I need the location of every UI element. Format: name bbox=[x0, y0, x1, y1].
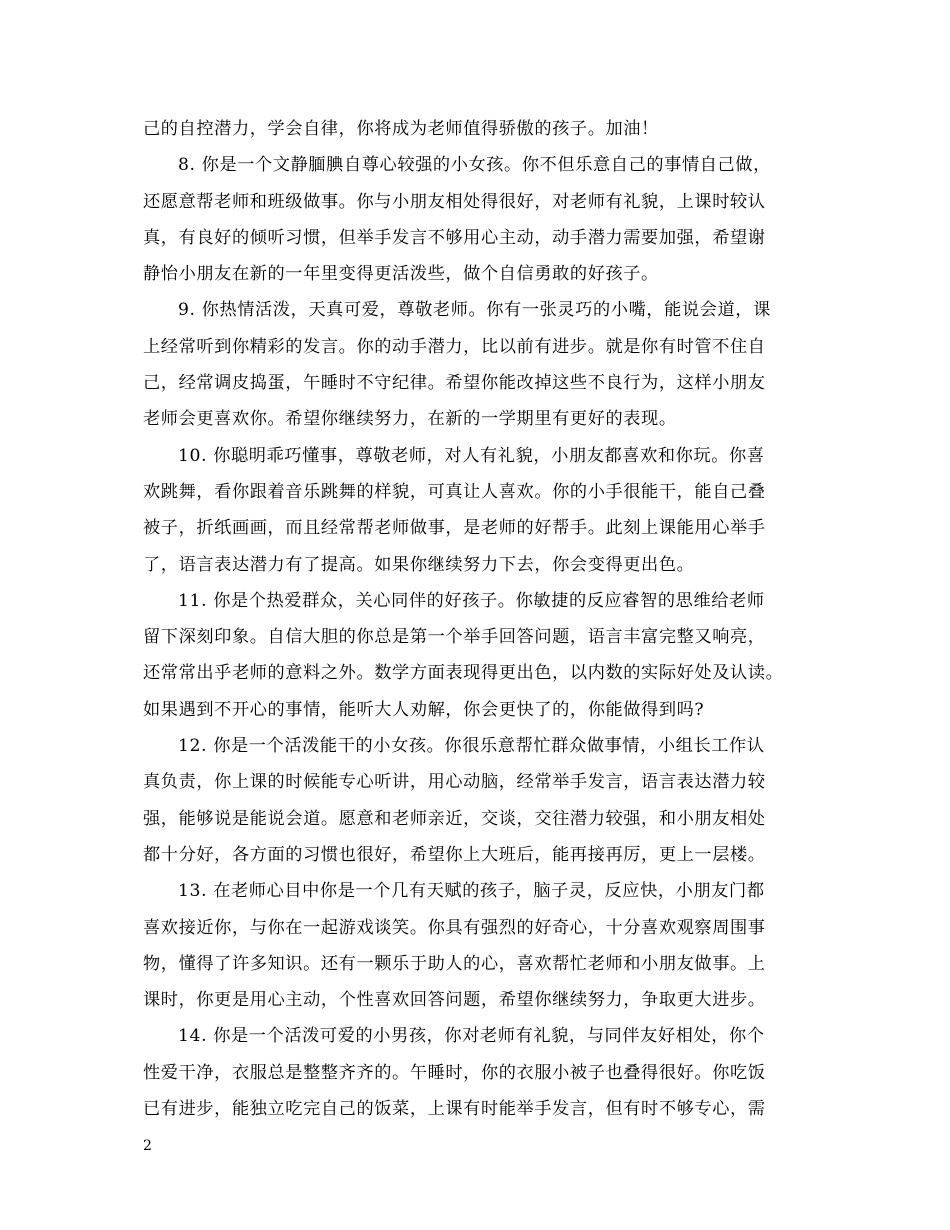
text-line: 还常常出乎老师的意料之外。数学方面表现得更出色，以内数的实际好处及认读。 bbox=[143, 663, 784, 684]
text-line: 还愿意帮老师和班级做事。你与小朋友相处得很好，对老师有礼貌，上课时较认 bbox=[143, 191, 766, 212]
text-line: 12. 你是一个活泼能干的小女孩。你很乐意帮忙群众做事情，小组长工作认 bbox=[178, 736, 765, 757]
text-line: 课时，你更是用心主动，个性喜欢回答问题，希望你继续努力，争取更大进步。 bbox=[143, 990, 766, 1011]
text-line: 性爱干净，衣服总是整整齐齐的。午睡时，你的衣服小被子也叠得很好。你吃饭 bbox=[143, 1062, 766, 1083]
text-line: 了，语言表达潜力有了提高。如果你继续努力下去，你会变得更出色。 bbox=[143, 554, 695, 575]
paragraph-item-8 bbox=[143, 147, 813, 292]
text-line: 真，有良好的倾听习惯，但举手发言不够用心主动，动手潜力需要加强，希望谢 bbox=[143, 227, 766, 248]
text-line: 物，懂得了许多知识。还有一颗乐于助人的心，喜欢帮忙老师和小朋友做事。上 bbox=[143, 953, 766, 974]
text-line: 喜欢接近你，与你在一起游戏谈笑。你具有强烈的好奇心，十分喜欢观察周围事 bbox=[143, 917, 766, 938]
paragraph-item-14 bbox=[143, 1018, 813, 1127]
text-line: 己，经常调皮捣蛋，午睡时不守纪律。希望你能改掉这些不良行为，这样小朋友 bbox=[143, 373, 766, 394]
paragraph-item-13 bbox=[143, 873, 813, 1018]
text-line: 8. 你是一个文静腼腆自尊心较强的小女孩。你不但乐意自己的事情自己做， bbox=[178, 155, 771, 176]
text-line: 如果遇到不开心的事情，能听大人劝解，你会更快了的，你能做得到吗? bbox=[143, 699, 705, 720]
text-line: 10. 你聪明乖巧懂事，尊敬老师，对人有礼貌，小朋友都喜欢和你玩。你喜 bbox=[178, 445, 765, 466]
text-line: 14. 你是一个活泼可爱的小男孩，你对老师有礼貌，与同伴友好相处，你个 bbox=[178, 1026, 765, 1047]
text-line: 己的自控潜力，学会自律，你将成为老师值得骄傲的孩子。加油！ bbox=[143, 119, 659, 139]
text-line: 都十分好，各方面的习惯也很好，希望你上大班后，能再接再厉，更上一层楼。 bbox=[143, 844, 766, 865]
paragraph-item-11 bbox=[143, 583, 813, 728]
document-body bbox=[143, 111, 813, 1127]
text-line: 11. 你是个热爱群众，关心同伴的好孩子。你敏捷的反应睿智的思维给老师 bbox=[178, 590, 765, 611]
text-line: 强，能够说是能说会道。愿意和老师亲近，交谈，交往潜力较强，和小朋友相处 bbox=[143, 808, 766, 829]
text-line: 已有进步，能独立吃完自己的饭菜，上课有时能举手发言，但有时不够专心，需 bbox=[143, 1099, 766, 1120]
text-line: 9. 你热情活泼，天真可爱，尊敬老师。你有一张灵巧的小嘴，能说会道，课 bbox=[178, 300, 771, 321]
text-line: 被子，折纸画画，而且经常帮老师做事，是老师的好帮手。此刻上课能用心举手 bbox=[143, 518, 766, 539]
text-line: 上经常听到你精彩的发言。你的动手潜力，比以前有进步。就是你有时管不住自 bbox=[143, 336, 766, 357]
text-line: 老师会更喜欢你。希望你继续努力，在新的一学期里有更好的表现。 bbox=[143, 409, 677, 430]
paragraph-item-10 bbox=[143, 438, 813, 583]
text-line: 13. 在老师心目中你是一个几有天赋的孩子，脑子灵，反应快，小朋友门都 bbox=[178, 881, 765, 902]
text-line: 静怡小朋友在新的一年里变得更活泼些，做个自信勇敢的好孩子。 bbox=[143, 264, 659, 285]
text-line: 真负责，你上课的时候能专心听讲，用心动脑，经常举手发言，语言表达潜力较 bbox=[143, 772, 766, 793]
paragraph-continuation bbox=[143, 111, 813, 147]
paragraph-item-12 bbox=[143, 728, 813, 873]
page-number: 2 bbox=[143, 1138, 152, 1154]
text-line: 欢跳舞，看你跟着音乐跳舞的样貌，可真让人喜欢。你的小手很能干，能自己叠 bbox=[143, 481, 766, 502]
paragraph-item-9 bbox=[143, 292, 813, 437]
text-line: 留下深刻印象。自信大胆的你总是第一个举手回答问题，语言丰富完整又响亮， bbox=[143, 627, 766, 648]
